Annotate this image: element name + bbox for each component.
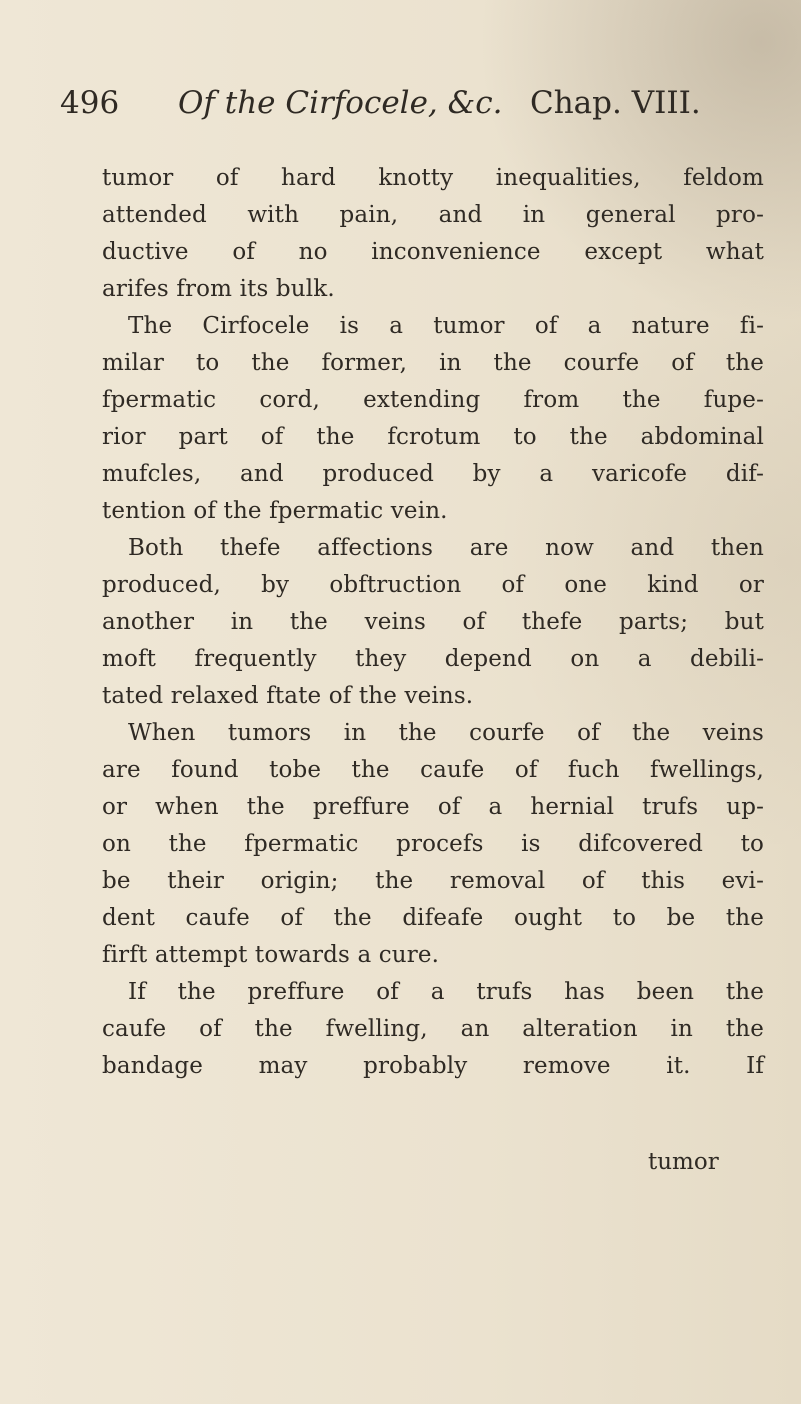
text-line: When tumors in the courfe of the veins	[128, 720, 764, 746]
text-line: dent caufe of the difeafe ought to be the	[102, 905, 764, 931]
text-line: be their origin; the removal of this evi-	[102, 868, 764, 894]
chapter-label: Chap. VIII.	[530, 85, 701, 121]
page-header	[60, 78, 760, 128]
text-line: tumor of hard knotty inequalities, feldom	[102, 165, 764, 191]
body-text	[102, 160, 764, 1085]
text-line: fpermatic cord, extending from the fupe-	[102, 387, 764, 413]
text-line: ductive of no inconvenience except what	[102, 239, 764, 265]
text-line: milar to the former, in the courfe of the	[102, 350, 764, 376]
text-line: produced, by obftruction of one kind or	[102, 572, 764, 598]
text-line: on the fpermatic procefs is difcovered to	[102, 831, 764, 857]
text-line: rior part of the fcrotum to the abdominal	[102, 424, 764, 450]
text-line: moft frequently they depend on a debili-	[102, 646, 764, 672]
text-line: Both thefe affections are now and then	[128, 535, 764, 561]
text-line: attended with pain, and in general pro-	[102, 202, 764, 228]
text-line: The Cirfocele is a tumor of a nature fi-	[128, 313, 764, 339]
text-line: another in the veins of thefe parts; but	[102, 609, 764, 635]
text-line: If the preffure of a trufs has been the	[128, 979, 764, 1005]
text-line: tention of the fpermatic vein.	[102, 498, 448, 524]
catchword: tumor	[648, 1149, 719, 1175]
text-line: firft attempt towards a cure.	[102, 942, 440, 968]
text-line: bandage may probably remove it. If	[102, 1053, 764, 1079]
text-line: caufe of the fwelling, an alteration in the	[102, 1016, 764, 1042]
text-line: or when the preffure of a hernial trufs up-	[102, 794, 764, 820]
text-line: tated relaxed ftate of the veins.	[102, 683, 474, 709]
text-line: arifes from its bulk.	[102, 276, 335, 302]
text-line: mufcles, and produced by a varicofe dif-	[102, 461, 764, 487]
running-title: Of the Cirfocele, &c.	[178, 85, 503, 121]
page-number: 496	[60, 85, 120, 121]
text-line: are found tobe the caufe of fuch fwellings,	[102, 757, 764, 783]
